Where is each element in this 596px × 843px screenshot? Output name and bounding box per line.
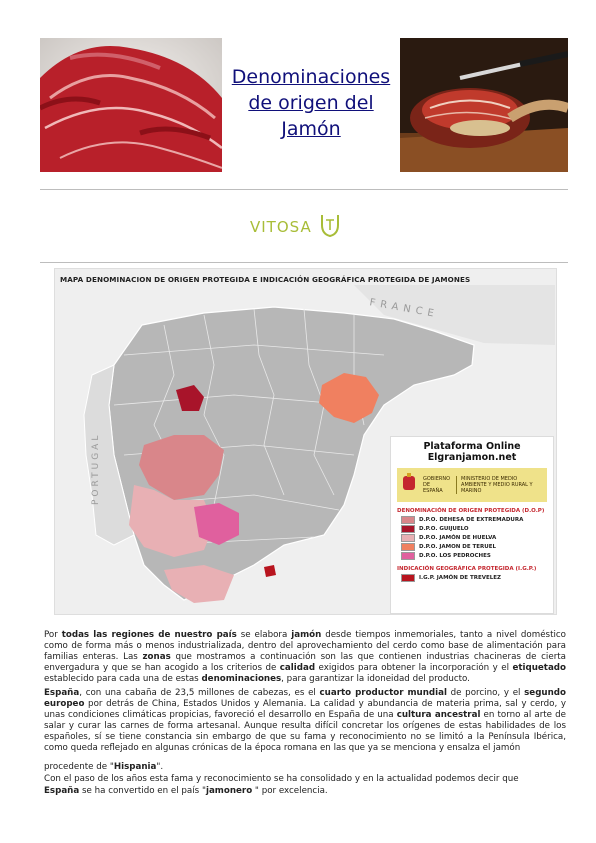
legend-label: D.P.O. JAMON DE TERUEL [419,544,497,550]
page-title-line-3: Jamón [281,118,341,140]
text-run: por detrás de China, Estados Unidos y Alemania. La calidad y abundancia de materia prima, sal y cerdo, y unas condiciones climáticas propicias, favoreció el desarrollo en España de una [44,699,566,720]
text-run: Con el paso de los años esta fama y reconocimiento se ha consolidado y en la actualidad podemos decir que [44,774,519,784]
legend-dop-item [401,552,547,560]
legend-heading-2: Elgranjamon.net [427,452,517,463]
legend-label: D.P.O. LOS PEDROCHES [419,553,491,559]
text-run: Por [44,630,62,640]
text-run: exigidos para obtener la incorporación y el [315,663,513,673]
bold-text: jamonero [205,786,253,796]
legend-label: D.P.O. JAMÓN DE HUELVA [419,535,497,541]
text-run: se elabora [236,630,292,640]
legend-swatch [401,543,415,551]
bold-text: etiquetado [512,663,566,673]
bold-text: España [44,688,80,698]
text-run: se ha convertido en el país " [79,786,206,796]
brand-name: VITOSA [250,218,312,236]
map-title: MAPA DENOMINACION DE ORIGEN PROTEGIDA E INDICACIÓN GEOGRÁFICA PROTEGIDA DE JAMONES [60,275,471,284]
government-banner [397,468,547,502]
legend-dop-item [401,516,547,524]
ham-slices-photo [40,38,222,172]
text-run: de porcino, y el [446,688,525,698]
legend-dop-item [401,543,547,551]
text-run: , con una cabaña de 23,5 millones de cabezas, es el [79,688,320,698]
bold-text: calidad [279,663,316,673]
legend-swatch [401,525,415,533]
legend-swatch [401,534,415,542]
text-run: " por excelencia. [252,786,328,796]
legend-dop-item [401,525,547,533]
paragraph-spain-production [44,688,566,754]
bold-text: cuarto productor mundial [319,688,447,698]
bold-text: Hispania [113,762,157,772]
text-run: establecido para cada una de estas [44,674,202,684]
label-portugal: PORTUGAL [91,432,101,505]
bold-text: todas las regiones de nuestro país [61,630,237,640]
spain-coat-of-arms-icon [401,473,417,497]
legend-swatch [401,516,415,524]
text-run: , para garantizar la idoneidad del producto. [281,674,470,684]
page-title-line-2: de origen del [248,92,374,114]
bold-text: zonas [142,652,171,662]
map-legend [390,436,554,614]
gov-left-text: GOBIERNO DE ESPAÑA [423,476,451,494]
text-run: que mostramos a continuación son las que contienen industrias chacineras de cierta envergadura y que se han acogido a los criterios de [44,652,566,673]
gov-right-text: MINISTERIO DE MEDIO AMBIENTE Y MEDIO RURAL Y MARINO [456,476,543,494]
text-run: ". [156,762,164,772]
legend-label: D.P.O. GUIJUELO [419,526,469,532]
divider-bottom [40,262,568,263]
paragraph-hispania [44,762,566,773]
text-run: desde tiempos inmemoriales, tanto a nivel doméstico como de forma más o menos industrializada, dentro del aprovechamiento del cerdo como base de alimentación para familias enteras. Las [44,630,566,662]
legend-section-igp: INDICACIÓN GEOGRÁFICA PROTEGIDA (I.G.P.) [397,566,537,572]
legend-swatch [401,574,415,582]
legend-label: I.G.P. JAMÓN DE TREVELEZ [419,575,501,581]
region-trevelez [264,565,276,577]
text-run: en torno al arte de salar y curar las carnes de forma artesanal. Aunque resulta difícil concretar los orígenes de estas habilidades de los españoles, sí se tiene constancia sin embargo de que su fama y reconocimiento no se limitó a la Península Ibérica, como queda reflejado en algunas crónicas de la época romana en las que ya se menciona y ensalza el jamón [44,710,566,753]
paragraph-intro [44,630,566,685]
bold-text: España [44,786,80,796]
page-title[interactable] [222,64,400,142]
legend-label: D.P.O. DEHESA DE EXTREMADURA [419,517,524,523]
legend-heading-1: Plataforma Online [423,441,521,452]
paragraph-fame [44,774,566,785]
page-title-line-1: Denominaciones [231,66,391,88]
paragraph-jamonero [44,786,566,797]
legend-igp-item [401,574,547,582]
legend-dop-item [401,534,547,542]
bold-text: segundo europeo [44,688,566,709]
text-run: procedente de " [44,762,114,772]
legend-section-dop: DENOMINACIÓN DE ORIGEN PROTEGIDA (D.O.P) [397,508,545,514]
legend-swatch [401,552,415,560]
bold-text: jamón [291,630,322,640]
ham-carving-photo [400,38,568,172]
vitosa-logo-icon [318,212,342,242]
label-france: FRANCE [368,297,440,321]
bold-text: denominaciones [201,674,282,684]
brand-logo[interactable] [250,212,342,242]
divider-top [40,189,568,190]
bold-text: cultura ancestral [396,710,481,720]
